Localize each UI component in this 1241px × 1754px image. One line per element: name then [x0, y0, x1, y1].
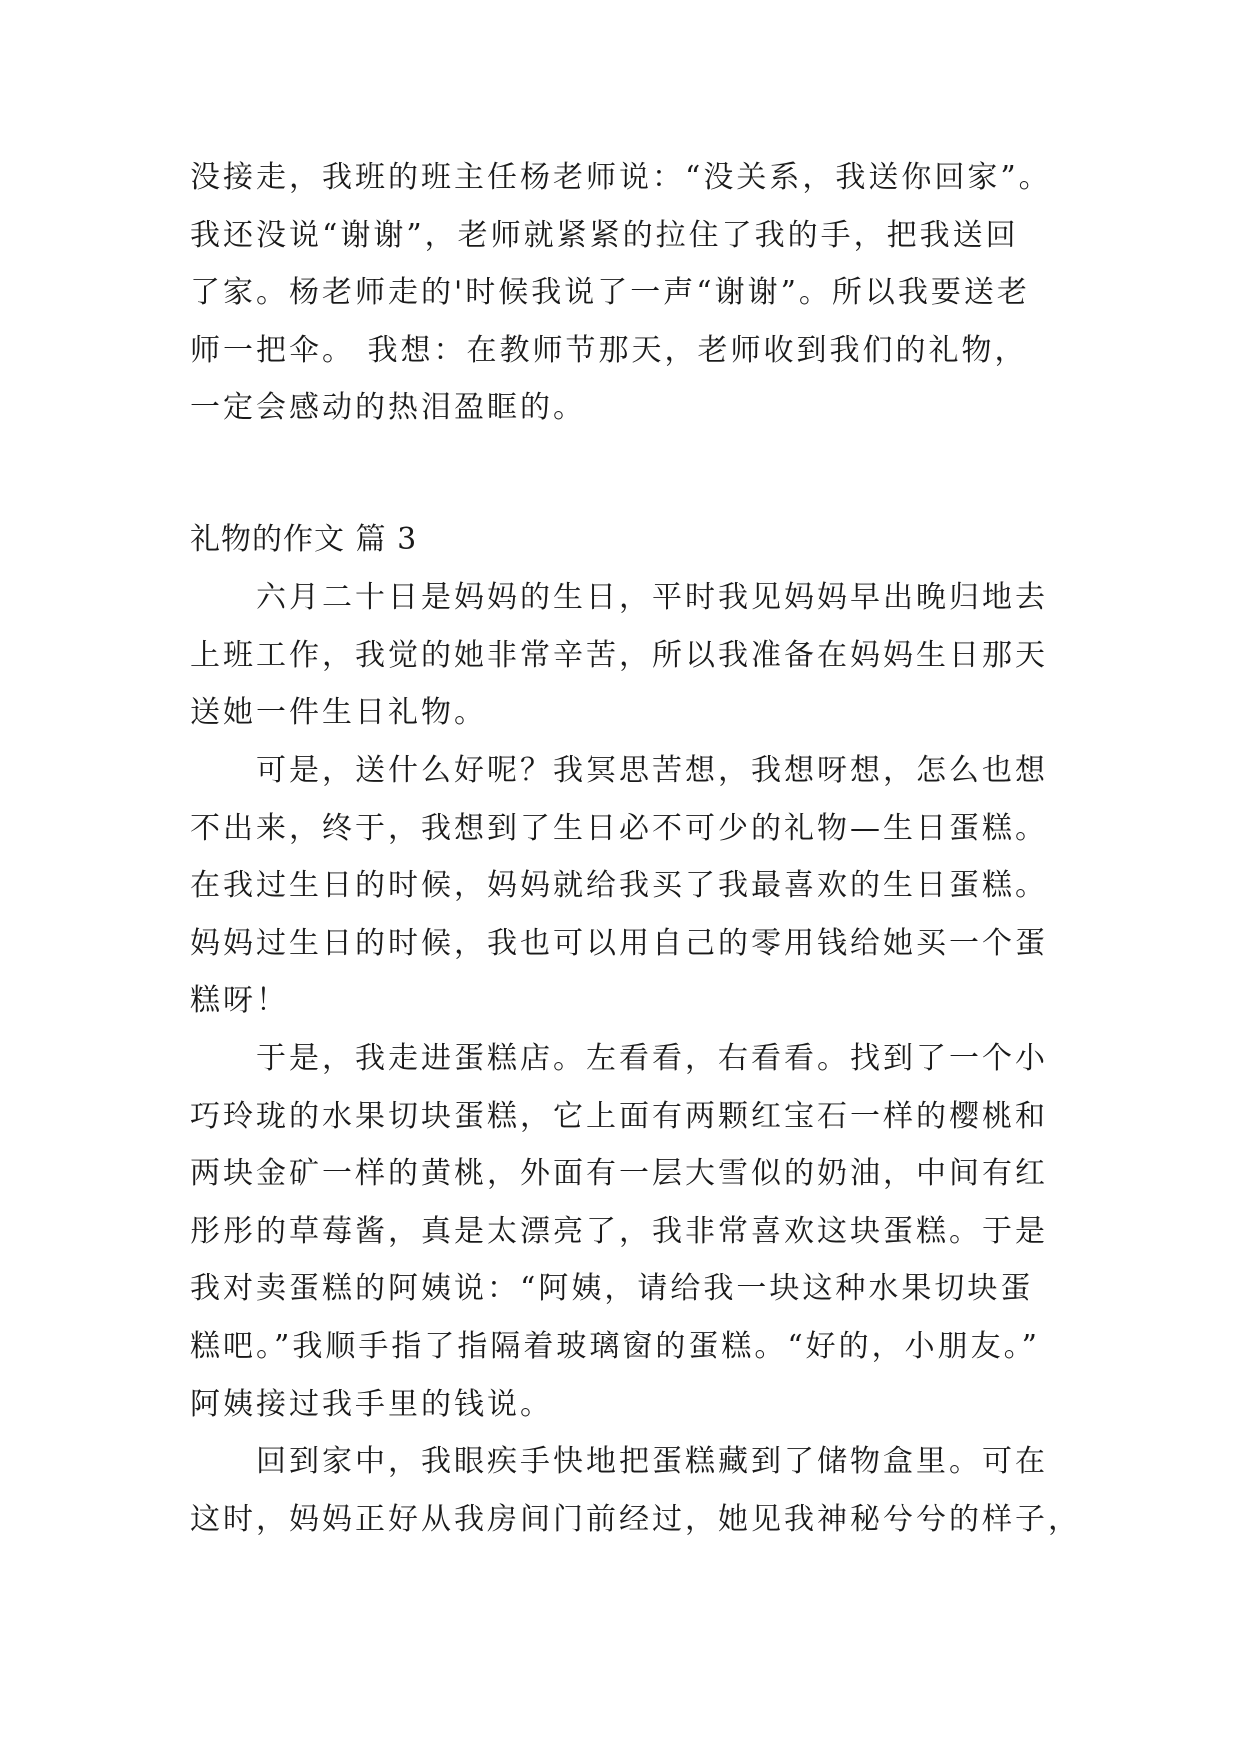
text-line: 阿姨接过我手里的钱说。 — [190, 1387, 553, 1422]
paragraph-first-line: 回到家中，我眼疾手快地把蛋糕藏到了储物盒里。可在 — [256, 1444, 1048, 1479]
paragraph-first-line: 六月二十日是妈妈的生日，平时我见妈妈早出晚归地去 — [256, 580, 1048, 615]
text-line: 不出来，终于，我想到了生日必不可少的礼物—生日蛋糕。 — [190, 811, 1048, 846]
paragraph-first-line: 于是，我走进蛋糕店。左看看，右看看。找到了一个小 — [256, 1041, 1048, 1076]
text-line: 彤彤的草莓酱，真是太漂亮了，我非常喜欢这块蛋糕。于是 — [190, 1214, 1048, 1249]
text-line: 在我过生日的时候，妈妈就给我买了我最喜欢的生日蛋糕。 — [190, 868, 1048, 903]
text-line: 上班工作，我觉的她非常辛苦，所以我准备在妈妈生日那天 — [190, 638, 1048, 673]
text-line: 两块金矿一样的黄桃，外面有一层大雪似的奶油，中间有红 — [190, 1156, 1048, 1191]
text-line: 送她一件生日礼物。 — [190, 695, 487, 730]
text-line: 巧玲珑的水果切块蛋糕，它上面有两颗红宝石一样的樱桃和 — [190, 1099, 1048, 1134]
text-line: 一定会感动的热泪盈眶的。 — [190, 390, 586, 425]
text-line: 妈妈过生日的时候，我也可以用自己的零用钱给她买一个蛋 — [190, 926, 1048, 961]
text-line: 糕吧。”我顺手指了指隔着玻璃窗的蛋糕。“好的，小朋友。” — [190, 1329, 1041, 1364]
text-line: 没接走，我班的班主任杨老师说：“没关系，我送你回家”。 — [190, 160, 1052, 195]
text-line: 了家。杨老师走的'时候我说了一声“谢谢”。所以我要送老 — [190, 275, 1030, 310]
text-line: 这时，妈妈正好从我房间门前经过，她见我神秘兮兮的样子， — [190, 1502, 1081, 1537]
text-line: 师一把伞。 我想：在教师节那天，老师收到我们的礼物， — [190, 333, 1028, 368]
section-heading: 礼物的作文 篇 3 — [190, 522, 418, 557]
text-line: 我还没说“谢谢”，老师就紧紧的拉住了我的手，把我送回 — [190, 218, 1019, 253]
text-line: 糕呀！ — [190, 983, 289, 1018]
paragraph-first-line: 可是，送什么好呢？我冥思苦想，我想呀想，怎么也想 — [256, 753, 1048, 788]
text-line: 我对卖蛋糕的阿姨说：“阿姨，请给我一块这种水果切块蛋 — [190, 1271, 1034, 1306]
